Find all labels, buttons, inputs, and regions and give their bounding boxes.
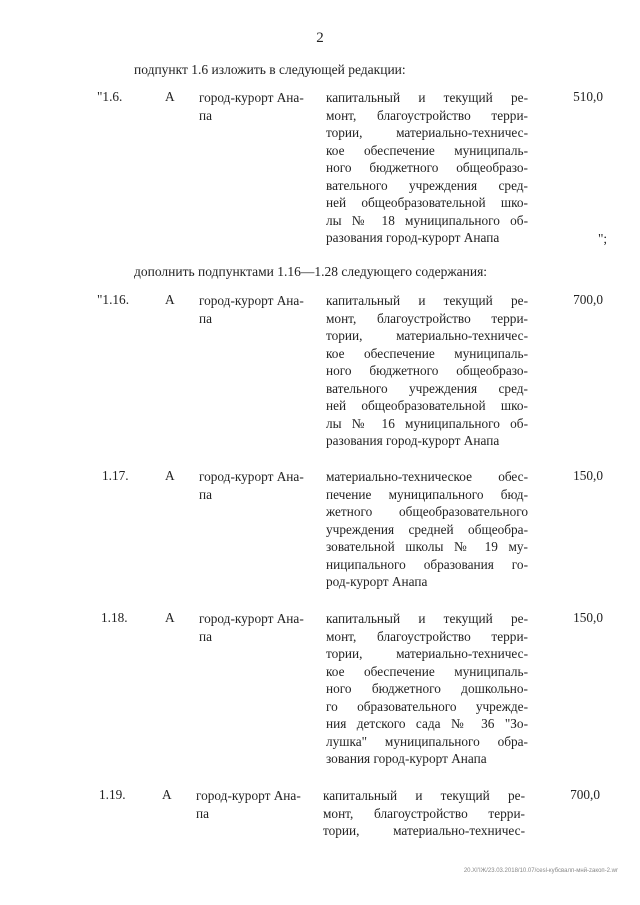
row-number: 1.18. <box>101 610 128 625</box>
row-amount: 700,0 <box>570 787 600 802</box>
row-description: капитальный и текущий ре- монт, благоустройство терри- тории, материально-техничес- кое обеспечение муниципаль- ного бюджетного общеобразо- вательного учреждения сред- ней общеобразовательной шко- лы № 16 муниципального об- разования город-курорт Анапа <box>326 293 528 448</box>
row-number: "1.16. <box>97 292 130 307</box>
row-number: 1.17. <box>102 468 129 483</box>
row-amount: 150,0 <box>573 468 603 483</box>
row-number: 1.19. <box>99 787 126 802</box>
row-municipality: город-курорт Ана- па <box>196 788 301 821</box>
row-category: А <box>165 89 175 104</box>
intro-text-1: подпункт 1.6 изложить в следующей редакции: <box>134 62 406 77</box>
row-description: капитальный и текущий ре- монт, благоустройство терри- тории, материально-техничес- кое обеспечение муниципаль- ного бюджетного общеобразо- вательного учреждения сред- ней общеобразовательной шко- лы № 18 муниципального об- разования город-курорт Анапа <box>326 90 528 245</box>
row-municipality: город-курорт Ана- па <box>199 611 304 644</box>
closing-quote: "; <box>598 231 608 246</box>
row-category: А <box>165 610 175 625</box>
row-description: капитальный и текущий ре- монт, благоустройство терри- тории, материально-техничес- кое обеспечение муниципаль- ного бюджетного дошкольно- го образовательного учрежде- ния детского сада № 36 "Зо- лушка" муниципального обра- зования город-курорт Анапа <box>326 611 528 766</box>
row-category: А <box>165 292 175 307</box>
row-category: А <box>165 468 175 483</box>
row-amount: 150,0 <box>573 610 603 625</box>
row-amount: 510,0 <box>573 89 603 104</box>
intro-text-2: дополнить подпунктами 1.16—1.28 следующего содержания: <box>134 264 488 279</box>
row-municipality: город-курорт Ана- па <box>199 293 304 326</box>
row-municipality: город-курорт Ана- па <box>199 469 304 502</box>
row-amount: 700,0 <box>573 292 603 307</box>
footer-file-path: 20.XI'IЖ/23.03.2018/10.07/сеsl-кубсвалп-мнй-zакоп-2.wr <box>463 868 618 874</box>
page-number: 2 <box>316 30 324 46</box>
row-description: материально-техническое обес- печение муниципального бюд- жетного общеобразовательного учреждения средней общеобра- зовательной школы № 19 му- ниципального образования го- род-курорт Анапа <box>326 469 528 589</box>
row-category: А <box>162 787 172 802</box>
row-number: "1.6. <box>97 89 123 104</box>
row-municipality: город-курорт Ана- па <box>199 90 304 123</box>
row-description: капитальный и текущий ре- монт, благоустройство терри- тории, материально-техничес- <box>323 788 525 838</box>
